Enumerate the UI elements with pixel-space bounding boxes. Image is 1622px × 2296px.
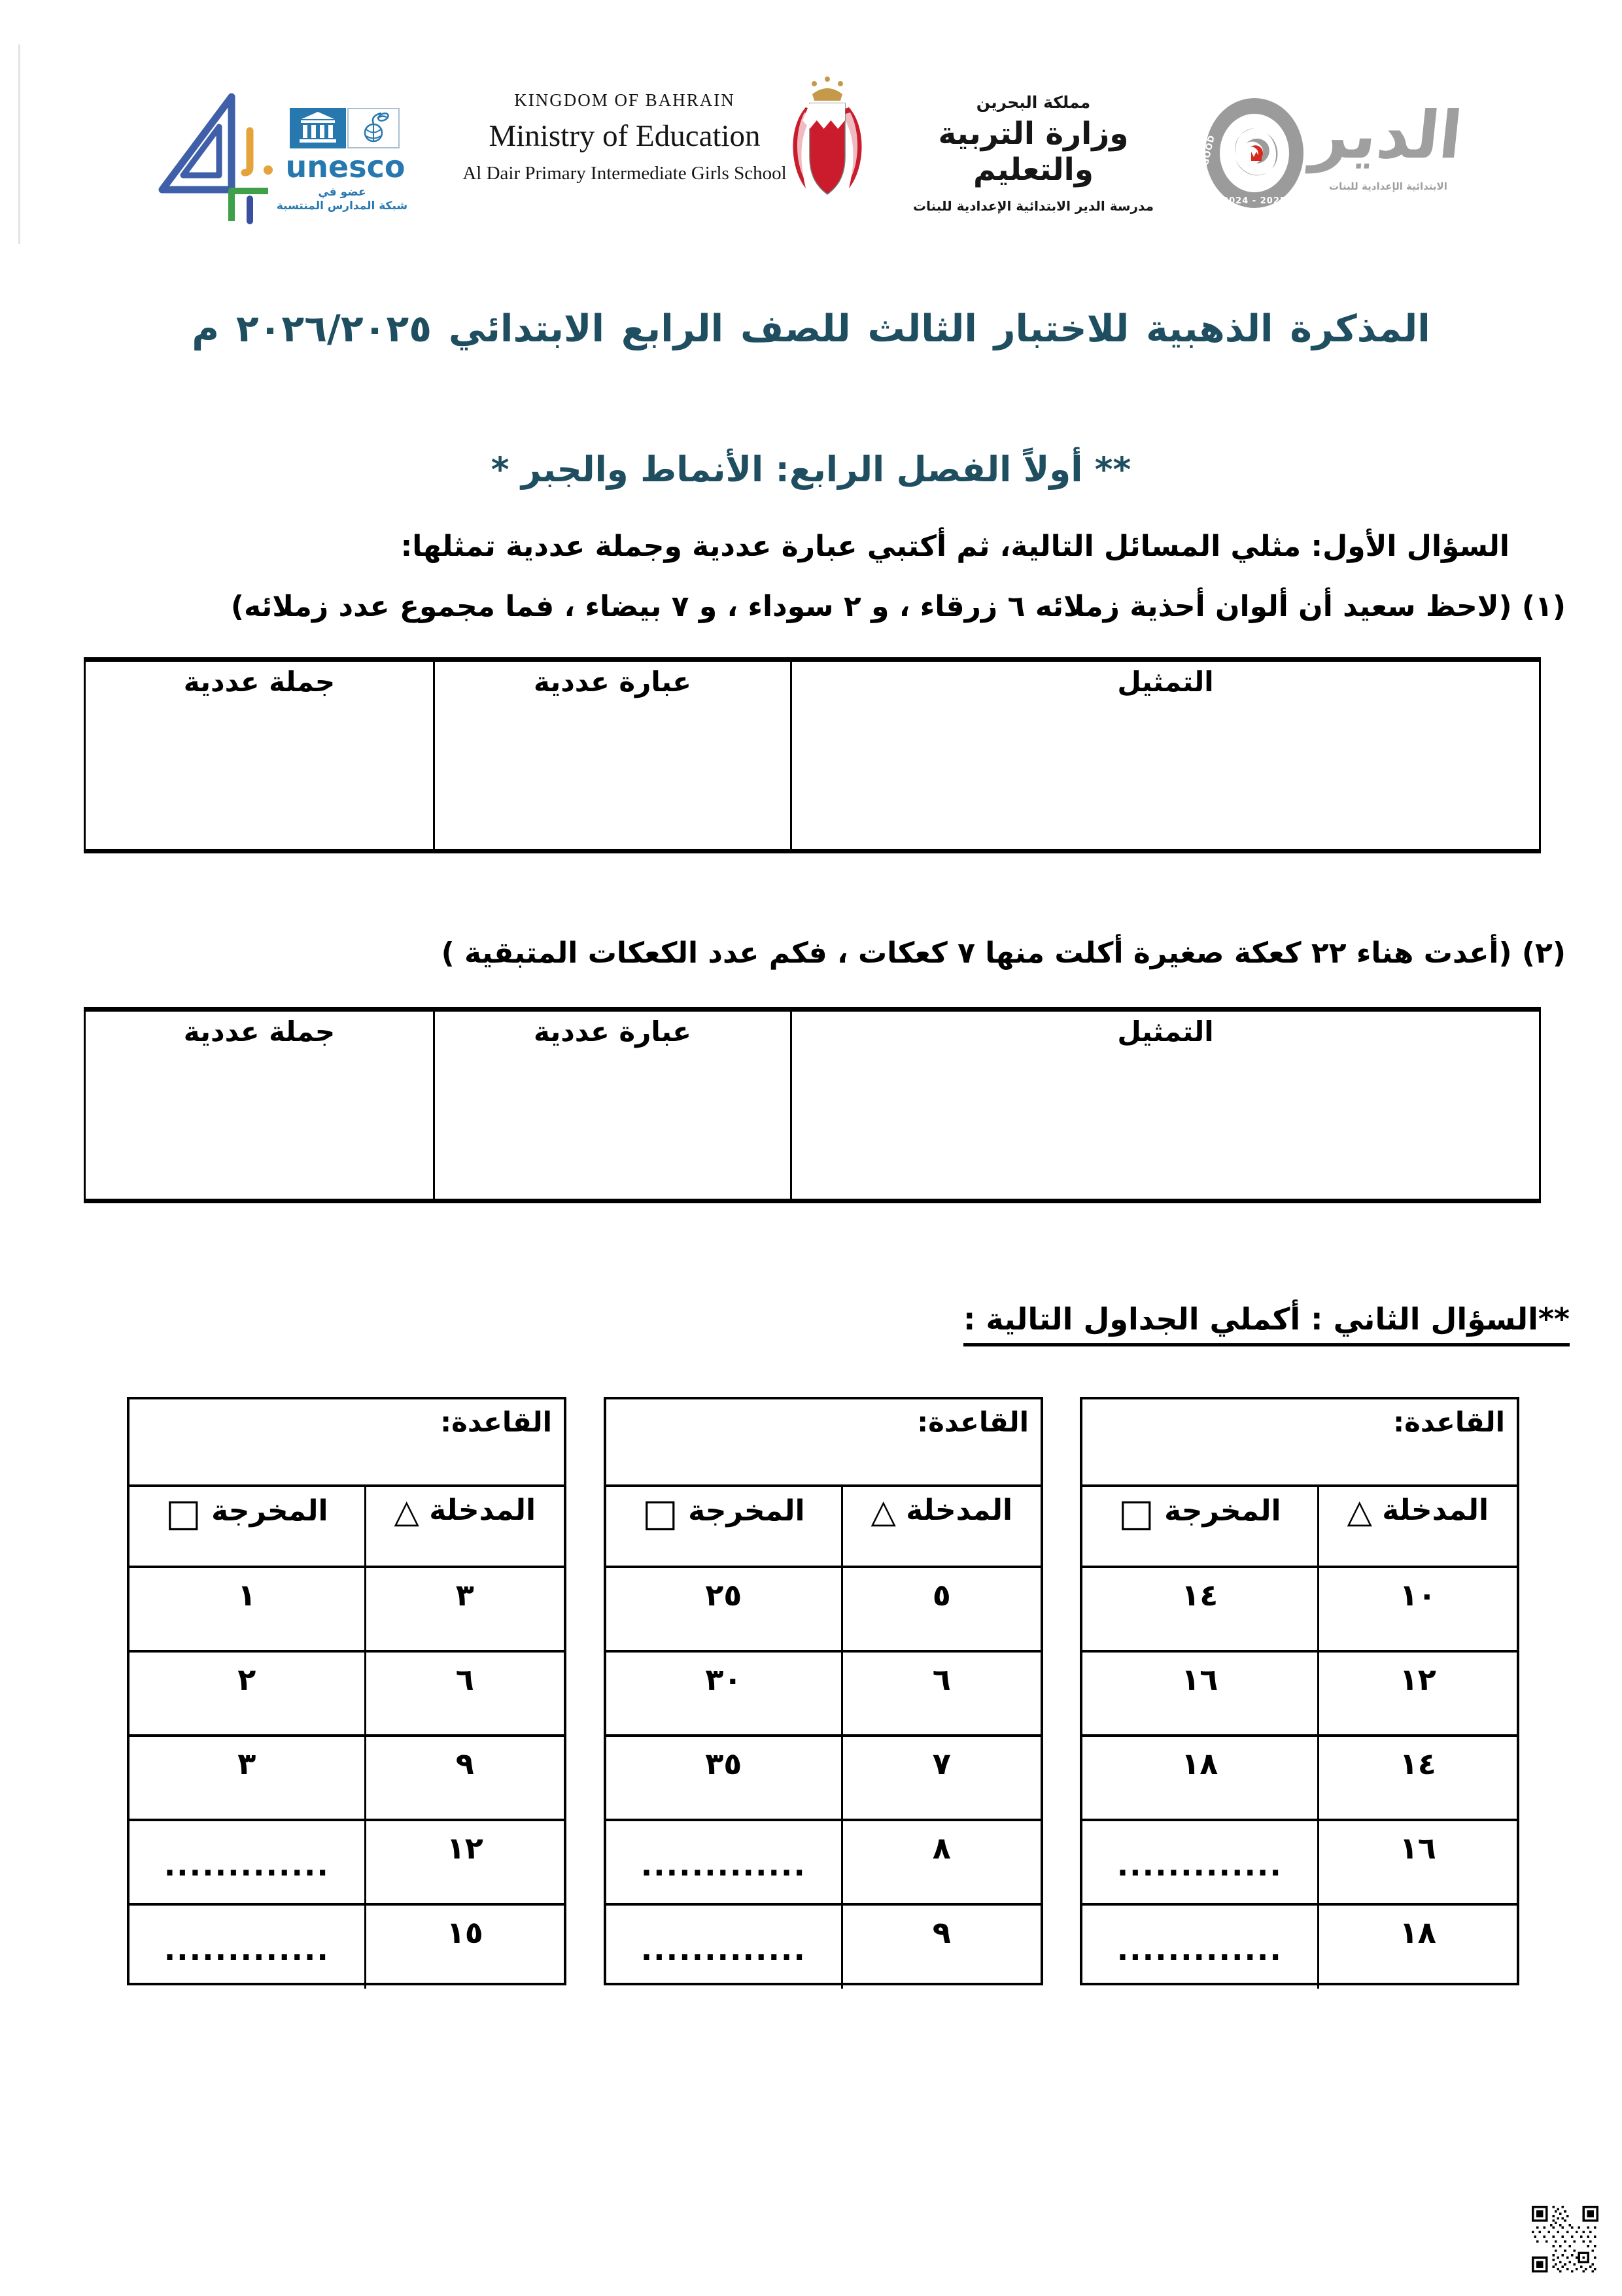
table1-expression-header: عبارة عددية [534, 666, 691, 698]
input-value: ١٨ [1317, 1906, 1517, 1989]
output-value: ٢ [237, 1662, 256, 1697]
ministry-arabic-block [880, 93, 1187, 214]
input-value: ٧ [841, 1737, 1041, 1819]
unesco-member-line1: عضو في [318, 186, 366, 199]
table-row [129, 1737, 564, 1821]
output-header-cell [129, 1487, 364, 1566]
unesco-member-line2: شبكة المدارس المنتسبة [276, 199, 408, 213]
badge-swirl-icon [1226, 122, 1283, 187]
output-blank: ............. [164, 1932, 330, 1967]
ministry-arabic-text: وزارة التربية والتعليم [938, 116, 1129, 188]
square-icon: □ [642, 1490, 678, 1535]
rule-table-header-row [606, 1487, 1041, 1568]
question1-item1: (١) (لاحظ سعيد أن ألوان أحذية زملائه ٦ زرقاء ، و ٢ سوداء ، و ٧ بيضاء ، فما مجموع عدد زملائه) [230, 590, 1566, 623]
table2-sentence-column [86, 1012, 435, 1199]
table-row [1082, 1568, 1517, 1653]
unesco-globe-sketch-icon [347, 108, 400, 148]
input-value: ٨ [841, 1821, 1041, 1903]
input-label: المدخلة [429, 1494, 536, 1527]
output-label: المخرجة [211, 1494, 328, 1528]
output-header-cell [606, 1487, 841, 1566]
triangle-icon: △ [394, 1492, 419, 1530]
good-rating-badge [1200, 98, 1303, 208]
input-value: ٦ [841, 1653, 1041, 1734]
table-row [129, 1653, 564, 1737]
output-header-cell [1082, 1487, 1317, 1566]
output-value: ٣٥ [705, 1746, 742, 1781]
input-header-cell [841, 1487, 1041, 1566]
input-value: ١٥ [364, 1906, 564, 1989]
school-logo-sub-text: الابتدائية الإعدادية للبنات [1329, 180, 1447, 192]
unesco-temple-icon [290, 108, 346, 148]
output-value: ٣ [237, 1746, 256, 1781]
ministry-of-education-text: Ministry of Education [489, 119, 761, 153]
output-blank: ............. [1116, 1847, 1283, 1883]
question1-item2: (٢) (أعدت هناء ٢٢ كعكة صغيرة أكلت منها ٧ كعكات ، فكم عدد الكعكات المتبقية ) [441, 936, 1566, 970]
input-value: ١٢ [364, 1821, 564, 1903]
table2-sentence-header: جملة عددية [183, 1016, 336, 1048]
table-row [129, 1906, 564, 1989]
input-header-cell [1317, 1487, 1517, 1566]
table1-sentence-column [86, 662, 435, 849]
rule-table-left [127, 1397, 566, 1985]
triangle-icon: △ [871, 1492, 896, 1530]
rule-table-header-row [129, 1487, 564, 1568]
badge-years-text: 2024 - 2025 [1222, 196, 1286, 206]
output-blank: ............. [640, 1847, 806, 1883]
output-label: المخرجة [688, 1494, 805, 1528]
school-calligraphy-logo [1307, 93, 1466, 192]
input-value: ٩ [364, 1737, 564, 1819]
input-value: ١٤ [1317, 1737, 1517, 1819]
rule-label-row: القاعدة: [129, 1399, 564, 1487]
unesco-wordmark: unesco [285, 149, 406, 184]
table-row [606, 1653, 1041, 1737]
anniversary-4-logo-icon [152, 92, 276, 228]
input-value: ١٦ [1317, 1821, 1517, 1903]
table1-expression-column [435, 662, 792, 849]
document-title: المذكرة الذهبية للاختبار الثالث للصف الرابع الابتدائي ٢٠٢٦/٢٠٢٥ م [192, 307, 1430, 351]
input-value: ٥ [841, 1568, 1041, 1650]
table-row [606, 1821, 1041, 1906]
school-arabic-text: مدرسة الدير الابتدائية الإعدادية للبنات [913, 198, 1154, 214]
output-value: ١ [237, 1577, 256, 1613]
representation-table-1 [84, 657, 1541, 853]
input-header-cell [364, 1487, 564, 1566]
rule-label-row: القاعدة: [606, 1399, 1041, 1487]
input-value: ٩ [841, 1906, 1041, 1989]
table-row [606, 1737, 1041, 1821]
table2-representation-header: التمثيل [1117, 1016, 1214, 1048]
question2-heading: **السؤال الثاني : أكملي الجداول التالية : [963, 1301, 1570, 1346]
output-value: ١٤ [1181, 1577, 1218, 1613]
ministry-english-block [445, 90, 804, 184]
kingdom-arabic-text: مملكة البحرين [976, 93, 1091, 112]
square-icon: □ [165, 1490, 201, 1535]
output-value: ١٨ [1181, 1746, 1218, 1781]
table-row [606, 1906, 1041, 1989]
output-blank: ............. [164, 1847, 330, 1883]
table2-expression-column [435, 1012, 792, 1199]
rule-table-right [1080, 1397, 1519, 1985]
kingdom-of-bahrain-text: KINGDOM OF BAHRAIN [514, 90, 735, 110]
header-left-border [18, 44, 20, 244]
table-row [129, 1568, 564, 1653]
table-row [1082, 1906, 1517, 1989]
table-row [1082, 1737, 1517, 1821]
output-label: المخرجة [1164, 1494, 1281, 1528]
table1-representation-column [792, 662, 1539, 849]
square-icon: □ [1118, 1490, 1154, 1535]
bahrain-coat-of-arms-icon [785, 73, 870, 223]
rule-table-middle [604, 1397, 1043, 1985]
table1-representation-header: التمثيل [1117, 666, 1214, 698]
output-blank: ............. [640, 1932, 806, 1967]
output-value: ٣٠ [705, 1662, 742, 1697]
table-row [606, 1568, 1041, 1653]
output-value: ١٦ [1181, 1662, 1218, 1697]
output-value: ٢٥ [705, 1577, 742, 1613]
school-name-english-text: Al Dair Primary Intermediate Girls School [462, 163, 787, 184]
table-row [129, 1821, 564, 1906]
table-row [1082, 1821, 1517, 1906]
table2-expression-header: عبارة عددية [534, 1016, 691, 1048]
qr-code-icon [1532, 2205, 1598, 2276]
output-blank: ............. [1116, 1932, 1283, 1967]
input-value: ٣ [364, 1568, 564, 1650]
table2-representation-column [792, 1012, 1539, 1199]
rule-table-header-row [1082, 1487, 1517, 1568]
unesco-member-text [260, 186, 424, 214]
badge-good-text: GOOD [1200, 133, 1218, 167]
triangle-icon: △ [1347, 1492, 1372, 1530]
input-value: ٦ [364, 1653, 564, 1734]
input-label: المدخلة [1382, 1494, 1489, 1527]
table-row [1082, 1653, 1517, 1737]
rule-label-row: القاعدة: [1082, 1399, 1517, 1487]
input-value: ١٢ [1317, 1653, 1517, 1734]
question1-intro: السؤال الأول: مثلي المسائل التالية، ثم أكتبي عبارة عددية وجملة عددية تمثلها: [400, 530, 1510, 563]
chapter-subtitle: ** أولاً الفصل الرابع: الأنماط والجبر * [491, 450, 1131, 490]
school-logo-main-text: الدير [1307, 97, 1466, 173]
table1-sentence-header: جملة عددية [183, 666, 336, 698]
input-label: المدخلة [906, 1494, 1013, 1527]
representation-table-2 [84, 1007, 1541, 1203]
input-value: ١٠ [1317, 1568, 1517, 1650]
